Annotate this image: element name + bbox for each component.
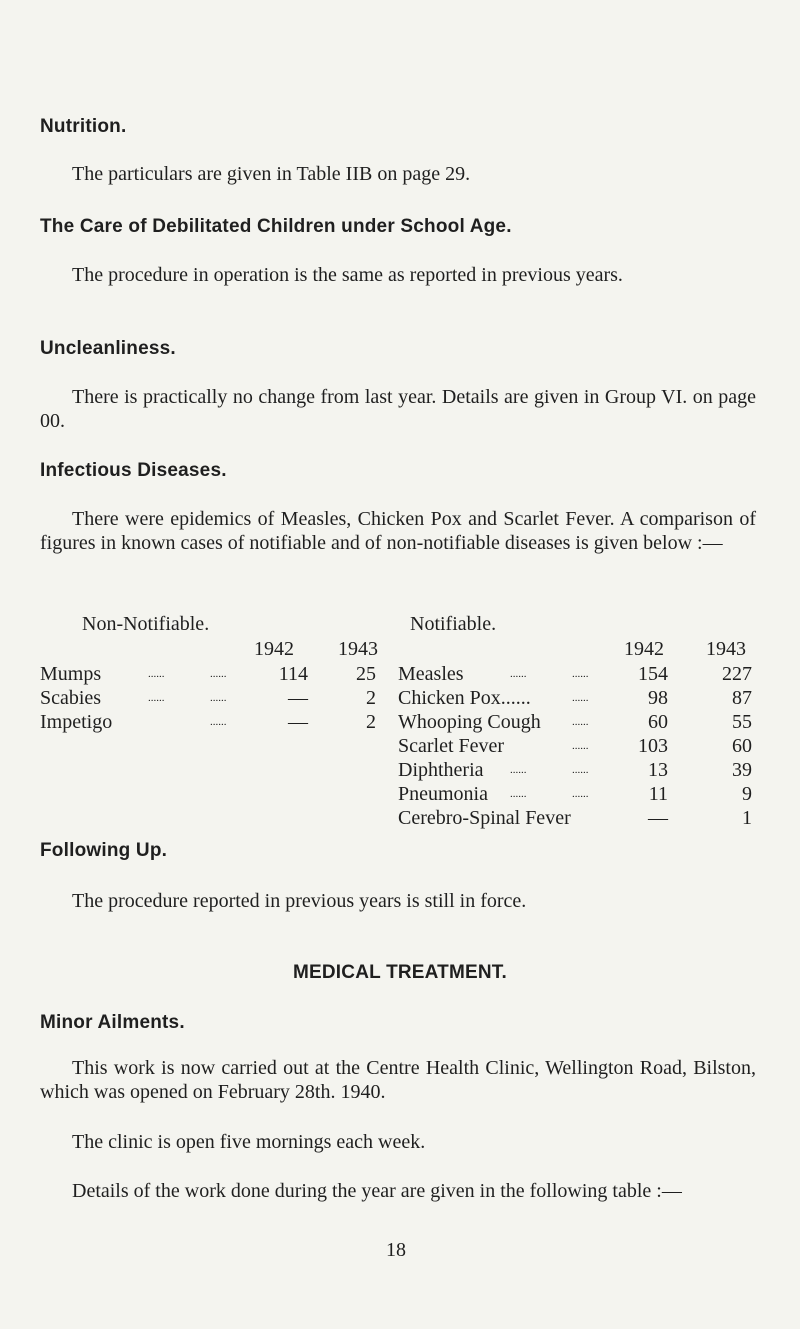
minor-ailments-heading: Minor Ailments. [40,1012,185,1033]
value-1942: 103 [638,735,668,757]
leader-dots: ...... [572,692,589,704]
disease-name: Mumps [40,663,102,685]
minor-ailments-p3: Details of the work done during the year are given in the following table :— [72,1180,682,1202]
value-1943: 2 [366,711,376,733]
medical-treatment-heading: MEDICAL TREATMENT. [292,962,507,983]
leader-dots: ...... [210,692,227,704]
disease-name: Impetigo [40,711,113,733]
leader-dots: ...... [510,764,527,776]
debilitated-text: The procedure in operation is the same as reported in previous years. [72,264,623,286]
leader-dots: ...... [572,764,589,776]
uncleanliness-heading: Uncleanliness. [40,338,176,359]
value-1942: — [648,807,668,829]
disease-name: Chicken Pox...... [398,687,531,709]
infectious-heading: Infectious Diseases. [40,460,227,481]
leader-dots: ...... [510,788,527,800]
following-up-heading: Following Up. [40,840,168,861]
value-1942: 60 [648,711,668,733]
disease-name: Scabies [40,687,102,709]
leader-dots: ...... [148,692,165,704]
non-notifiable-year-1943: 1943 [338,638,378,660]
disease-name: Whooping Cough [398,711,541,733]
disease-name: Diphtheria [398,759,484,781]
page-number: 18 [386,1239,406,1261]
leader-dots: ...... [572,668,589,680]
nutrition-heading: Nutrition. [40,116,127,137]
value-1942: 114 [278,663,308,685]
notifiable-title: Notifiable. [410,613,497,635]
debilitated-heading: The Care of Debilitated Children under School Age. [40,216,512,237]
value-1943: 2 [366,687,376,709]
notifiable-year-1943: 1943 [706,638,746,660]
minor-ailments-p1: This work is now carried out at the Centre Health Clinic, Wellington Road, Bilston, which was opened on February 28th. 1940. [40,1057,756,1103]
non-notifiable-year-1942: 1942 [254,638,294,660]
leader-dots: ...... [148,668,165,680]
value-1943: 87 [732,687,752,709]
disease-name: Cerebro-Spinal Fever [398,807,571,829]
notifiable-year-1942: 1942 [624,638,664,660]
uncleanliness-text: There is practically no change from last year. Details are given in Group VI. on page 00. [40,386,756,432]
value-1942: — [288,711,308,733]
value-1943: 227 [722,663,752,685]
leader-dots: ...... [572,740,589,752]
value-1943: 60 [732,735,752,757]
leader-dots: ...... [210,668,227,680]
value-1942: — [288,687,308,709]
value-1943: 55 [732,711,752,733]
value-1943: 1 [742,807,752,829]
value-1943: 9 [742,783,752,805]
leader-dots: ...... [572,788,589,800]
value-1942: 11 [648,783,668,805]
following-up-text: The procedure reported in previous years is still in force. [72,890,527,912]
leader-dots: ...... [510,668,527,680]
value-1943: 39 [732,759,752,781]
non-notifiable-title: Non-Notifiable. [82,613,210,635]
minor-ailments-p2: The clinic is open five mornings each week. [72,1131,426,1153]
infectious-text: There were epidemics of Measles, Chicken Pox and Scarlet Fever. A comparison of figures in known cases of notifiable and of non-notifiable diseases is given below :— [40,508,756,554]
leader-dots: ...... [572,716,589,728]
value-1942: 154 [638,663,668,685]
value-1943: 25 [356,663,376,685]
disease-name: Measles [398,663,464,685]
disease-name: Pneumonia [398,783,488,805]
nutrition-text: The particulars are given in Table IIB on page 29. [72,163,471,185]
disease-name: Scarlet Fever [398,735,505,757]
value-1942: 13 [648,759,668,781]
leader-dots: ...... [210,716,227,728]
value-1942: 98 [648,687,668,709]
